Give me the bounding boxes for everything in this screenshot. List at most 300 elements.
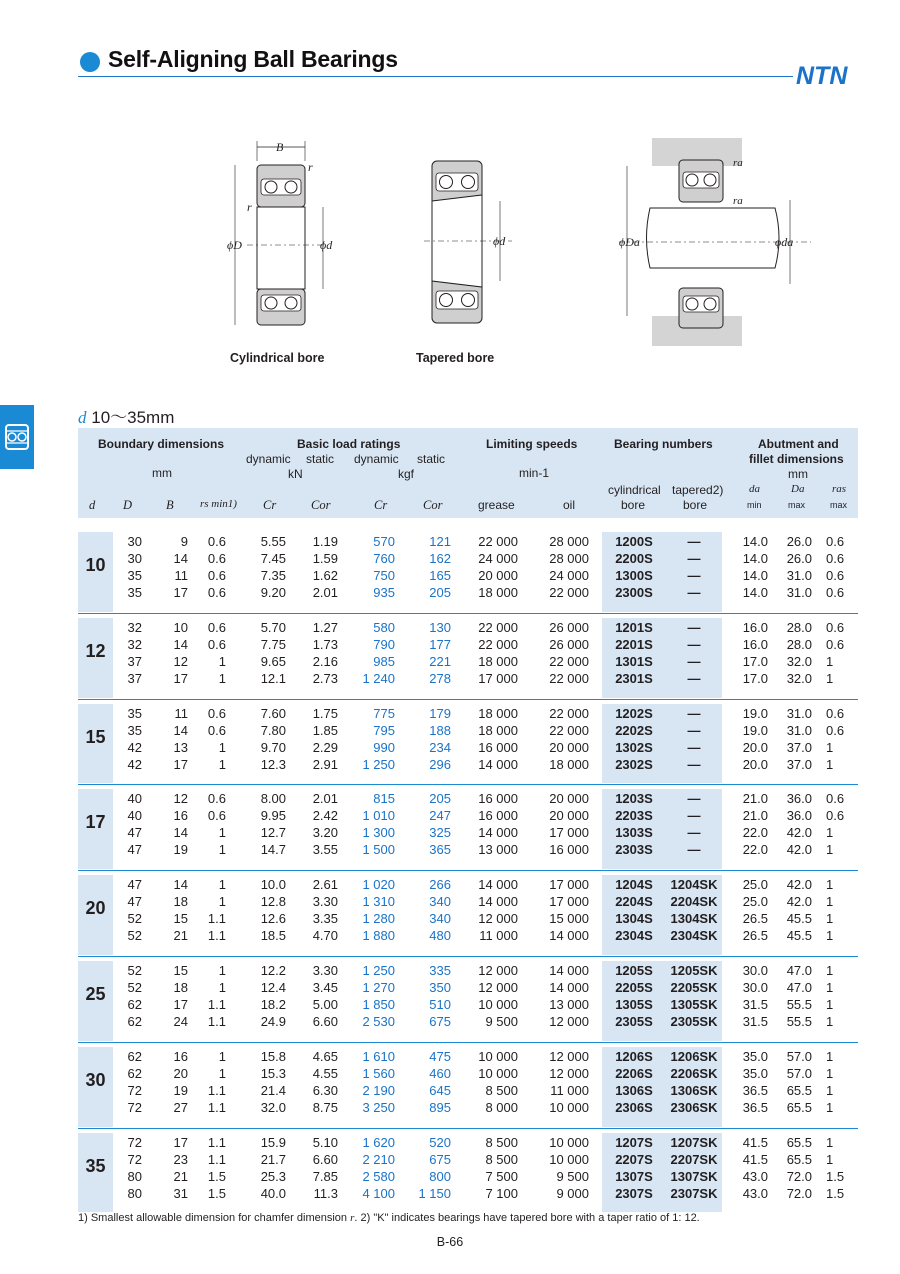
table-row (78, 1186, 858, 1203)
table-cell: 21.0 (742, 808, 768, 824)
table-cell: 1204S (615, 877, 653, 893)
footnote-1-marker: 1) (78, 1212, 88, 1224)
bore-diameter: 25 (85, 984, 106, 1004)
bore-group-10 (78, 532, 858, 612)
table-cell: 815 (373, 791, 395, 807)
table-cell: — (687, 636, 701, 652)
table-cell: 22 000 (549, 653, 589, 669)
table-cell: 1 310 (362, 894, 395, 910)
table-cell: 8 500 (485, 1134, 518, 1150)
table-cell: 8 500 (485, 1082, 518, 1098)
table-cell: 35 (127, 585, 142, 600)
table-row (78, 620, 858, 637)
table-cell: 1307S (615, 1168, 653, 1184)
table-cell: 5.55 (260, 534, 286, 549)
table-cell: 12 000 (549, 1048, 589, 1064)
table-cell: 0.6 (826, 619, 845, 635)
table-cell: 2204SK (670, 894, 718, 910)
table-cell: 475 (429, 1048, 451, 1064)
table-cell: 1 (826, 894, 834, 910)
bore-group-25 (78, 961, 858, 1041)
table-cell: 40 (127, 791, 142, 807)
table-cell: 45.5 (786, 911, 812, 927)
table-cell: 22 000 (549, 705, 589, 721)
table-cell: 1202S (615, 705, 653, 721)
table-cell: 37.0 (786, 756, 812, 772)
table-cell: 3 250 (362, 1099, 395, 1115)
table-cell: 21.4 (260, 1082, 286, 1098)
table-row (78, 1100, 858, 1117)
table-cell: 8.75 (312, 1099, 338, 1115)
table-cell: 2200S (615, 551, 653, 566)
footnote-2-text: "K" indicates bearings have tapered bore with a taper ratio of 1: 12. (373, 1212, 700, 1224)
table-cell: 8.00 (260, 791, 286, 807)
table-cell: 22.0 (742, 842, 768, 858)
table-cell: — (687, 722, 701, 738)
table-cell: 13 000 (478, 842, 518, 858)
table-row (78, 1083, 858, 1100)
table-cell: 10 000 (478, 997, 518, 1012)
table-cell: 1306S (615, 1082, 653, 1098)
footnote-1-text: Smallest allowable dimension for chamfer dimension (90, 1212, 348, 1224)
table-cell: 2203S (615, 808, 653, 824)
table-cell: 42 (127, 756, 142, 772)
table-cell: 1 300 (362, 825, 395, 841)
table-cell: 1 010 (362, 808, 395, 824)
table-cell: 266 (429, 877, 451, 893)
table-cell: 8 500 (485, 1151, 518, 1167)
table-cell: 12 000 (549, 1014, 589, 1029)
table-cell: 130 (429, 619, 451, 635)
table-cell: 14 000 (549, 928, 589, 944)
table-cell: 2307SK (670, 1185, 718, 1201)
table-cell: 2300S (615, 585, 653, 600)
table-cell: 4.55 (312, 1065, 338, 1081)
table-cell: 1 (218, 877, 226, 893)
table-cell: 55.5 (786, 997, 812, 1012)
table-cell: 1301S (615, 653, 653, 669)
table-cell: 760 (373, 551, 395, 566)
table-cell: 37 (127, 653, 142, 669)
label-phiD: ϕD (227, 238, 242, 252)
table-cell: 12 000 (478, 911, 518, 927)
table-cell: 1 880 (362, 928, 395, 944)
hdr-boundary-unit: mm (152, 466, 172, 480)
table-cell: 57.0 (786, 1065, 812, 1081)
table-cell: 15.3 (260, 1065, 286, 1081)
table-cell: 31.5 (742, 997, 768, 1012)
table-cell: 1 (826, 842, 834, 858)
table-cell: 12 000 (478, 980, 518, 995)
table-cell: 1201S (615, 619, 653, 635)
table-cell: 52 (127, 963, 142, 978)
table-cell: — (687, 568, 701, 583)
col-Cor2: Cor (423, 498, 443, 512)
footnote-2-marker: 2) (360, 1212, 371, 1224)
table-cell: 17 (173, 585, 188, 600)
col-oil: oil (563, 498, 576, 512)
table-cell: 28.0 (786, 636, 812, 652)
table-row (78, 740, 858, 757)
table-cell: 1.75 (312, 705, 338, 721)
table-cell: 1 (218, 894, 226, 910)
tapered-bore-caption: Tapered bore (416, 351, 495, 365)
table-cell: 15 (173, 911, 188, 927)
table-cell: 18.2 (260, 997, 286, 1012)
table-cell: 2.42 (312, 808, 338, 824)
table-row (78, 757, 858, 774)
table-cell: 17 000 (478, 670, 518, 686)
table-cell: 12.6 (260, 911, 286, 927)
table-cell: 62 (127, 1065, 142, 1081)
table-row (78, 723, 858, 740)
table-cell: 9 (180, 534, 188, 549)
hdr-limiting: Limiting speeds (486, 437, 578, 451)
table-cell: 162 (429, 551, 451, 566)
table-cell: 1 (826, 670, 834, 686)
table-cell: 15.8 (260, 1048, 286, 1064)
table-cell: 2206SK (670, 1065, 718, 1081)
col-max1: max (788, 500, 806, 510)
table-cell: 42.0 (786, 842, 812, 858)
table-row (78, 997, 858, 1014)
table-cell: 30 (127, 551, 142, 566)
table-cell: 1 250 (362, 756, 395, 772)
table-cell: 12.3 (260, 756, 286, 772)
table-cell: 9 000 (556, 1185, 589, 1201)
table-cell: 6.60 (312, 1151, 338, 1167)
table-cell: 895 (429, 1099, 451, 1115)
label-r: r (308, 160, 313, 174)
table-cell: 0.6 (207, 551, 226, 566)
table-cell: 41.5 (742, 1134, 768, 1150)
table-cell: 1 (218, 756, 226, 772)
table-cell: 2201S (615, 636, 653, 652)
table-cell: 40 (127, 808, 142, 824)
col-Cr: Cr (263, 498, 277, 512)
table-cell: 2204S (615, 894, 653, 910)
table-cell: 42 (127, 739, 142, 755)
table-cell: 22 000 (478, 534, 518, 549)
table-cell: 24 (173, 1014, 188, 1029)
label-phid-tapered: ϕd (493, 234, 506, 248)
table-cell: 1 (218, 670, 226, 686)
table-cell: 2.01 (312, 585, 338, 600)
table-cell: 795 (373, 722, 395, 738)
col-Cor: Cor (311, 498, 331, 512)
table-cell: 1306SK (670, 1082, 718, 1098)
table-cell: 1.1 (207, 997, 226, 1012)
table-cell: 3.30 (312, 963, 338, 978)
table-cell: 1205S (615, 963, 653, 978)
table-cell: 16 000 (549, 842, 589, 858)
table-cell: 205 (429, 791, 451, 807)
table-cell: 1.1 (207, 1014, 226, 1029)
label-ra2: ra (733, 195, 743, 207)
table-cell: 480 (429, 928, 451, 944)
table-cell: 26.5 (742, 911, 768, 927)
bore-diameter: 12 (85, 640, 106, 661)
table-cell: 1.73 (312, 636, 338, 652)
table-cell: 14.0 (742, 551, 768, 566)
table-cell: — (687, 808, 701, 824)
table-cell: 2305S (615, 1014, 653, 1029)
table-cell: 18 000 (478, 722, 518, 738)
table-cell: 32.0 (260, 1099, 286, 1115)
table-cell: 1205SK (670, 963, 718, 978)
hdr-limiting-unit: min-1 (519, 466, 550, 480)
table-cell: 32 (127, 636, 142, 652)
table-cell: 1207S (615, 1134, 653, 1150)
bore-group-17 (78, 789, 858, 869)
table-cell: 47 (127, 894, 142, 910)
table-cell: 1303S (615, 825, 653, 841)
table-cell: 675 (429, 1151, 451, 1167)
table-cell: 17 (173, 997, 188, 1012)
table-cell: 1.5 (207, 1168, 226, 1184)
table-cell: — (687, 619, 701, 635)
table-cell: 13 000 (549, 997, 589, 1012)
table-cell: 325 (429, 825, 451, 841)
table-cell: 24 000 (478, 551, 518, 566)
table-cell: 22 000 (549, 722, 589, 738)
table-cell: 340 (429, 911, 451, 927)
table-cell: 2304S (615, 928, 653, 944)
hdr-static1: static (306, 452, 335, 466)
group-divider (78, 1128, 858, 1129)
table-cell: 580 (373, 619, 395, 635)
table-cell: 0.6 (826, 585, 845, 600)
table-cell: 35.0 (742, 1048, 768, 1064)
table-cell: — (687, 653, 701, 669)
table-cell: 47 (127, 877, 142, 893)
table-cell: 14 000 (478, 894, 518, 910)
table-cell: 234 (429, 739, 451, 755)
table-cell: 26.0 (786, 551, 812, 566)
table-cell: 121 (429, 534, 451, 549)
table-cell: 7 100 (485, 1185, 518, 1201)
range-title (78, 403, 174, 428)
table-cell: 26.0 (786, 534, 812, 549)
table-cell: 14 (173, 722, 188, 738)
table-cell: 1206S (615, 1048, 653, 1064)
table-cell: 0.6 (207, 705, 226, 721)
table-cell: 1304S (615, 911, 653, 927)
table-cell: 20 000 (478, 568, 518, 583)
table-cell: 278 (429, 670, 451, 686)
table-row (78, 1066, 858, 1083)
table-cell: 1 (218, 653, 226, 669)
table-cell: 0.6 (207, 619, 226, 635)
table-cell: — (687, 739, 701, 755)
table-cell: 2207SK (670, 1151, 718, 1167)
bore-diameter: 20 (85, 898, 106, 919)
table-cell: 0.6 (207, 534, 226, 549)
table-cell: 20.0 (742, 739, 768, 755)
table-cell: 2304SK (670, 928, 718, 944)
table-cell: 32.0 (786, 670, 812, 686)
table-cell: 1.1 (207, 928, 226, 944)
table-cell: 365 (429, 842, 451, 858)
hdr-kN: kN (288, 467, 303, 481)
group-divider (78, 956, 858, 957)
table-cell: 22 000 (549, 585, 589, 600)
table-row (78, 1014, 858, 1031)
table-cell: 2.61 (312, 877, 338, 893)
col-ras: ras (832, 483, 847, 495)
table-cell: 32 (127, 619, 142, 635)
brand-logo: NTN (796, 62, 848, 90)
bore-diameter: 35 (85, 1155, 106, 1176)
table-cell: 14 000 (549, 980, 589, 995)
page-title: Self-Aligning Ball Bearings (108, 46, 398, 72)
bore-diameter: 30 (85, 1069, 106, 1090)
table-cell: 1.1 (207, 1099, 226, 1115)
label-phida: ϕda (775, 235, 794, 249)
table-cell: 10 000 (478, 1065, 518, 1081)
table-cell: 45.5 (786, 928, 812, 944)
table-cell: 6.30 (312, 1082, 338, 1098)
col-grease: grease (478, 498, 515, 512)
table-row (78, 1169, 858, 1186)
label-r2: r (247, 200, 252, 214)
col-rs: rs min1) (200, 498, 237, 510)
table-row (78, 551, 858, 568)
table-cell: 0.6 (826, 791, 845, 807)
section-tab (0, 405, 34, 469)
hdr-basic-load: Basic load ratings (297, 437, 401, 451)
table-cell: 21.7 (260, 1151, 286, 1167)
table-cell: 19 (173, 1082, 188, 1098)
table-cell: 15 000 (549, 911, 589, 927)
table-cell: 1 620 (362, 1134, 395, 1150)
col-min: min (747, 500, 762, 510)
group-divider (78, 699, 858, 700)
table-cell: 37 (127, 670, 142, 686)
table-cell: 21.0 (742, 791, 768, 807)
table-cell: 19.0 (742, 705, 768, 721)
table-cell: 1302S (615, 739, 653, 755)
table-cell: 4.65 (312, 1048, 338, 1064)
table-row (78, 928, 858, 945)
table-cell: 37.0 (786, 739, 812, 755)
table-cell: 15.9 (260, 1134, 286, 1150)
table-cell: 1 (826, 911, 834, 927)
table-cell: 28.0 (786, 619, 812, 635)
hdr-tapered: tapered2) (672, 483, 724, 497)
table-row (78, 1049, 858, 1066)
col-d: d (89, 498, 96, 512)
table-cell: 72 (127, 1082, 142, 1098)
table-cell: 1 (218, 963, 226, 978)
table-cell: 7.85 (312, 1168, 338, 1184)
table-row (78, 585, 858, 602)
table-cell: 11 000 (479, 928, 518, 944)
group-divider (78, 870, 858, 871)
bore-group-30 (78, 1047, 858, 1127)
table-cell: 18 000 (478, 653, 518, 669)
table-cell: 20 000 (549, 791, 589, 807)
table-cell: 1 150 (418, 1185, 451, 1201)
table-cell: 21 (173, 928, 188, 944)
table-cell: 20 000 (549, 739, 589, 755)
table-row (78, 671, 858, 688)
hdr-dynamic2: dynamic (354, 452, 399, 466)
table-cell: 8 000 (485, 1099, 518, 1115)
table-cell: 2207S (615, 1151, 653, 1167)
table-cell: 12.8 (260, 894, 286, 910)
table-cell: 43.0 (742, 1168, 768, 1184)
bore-diameter: 17 (85, 812, 106, 833)
table-cell: 0.6 (826, 705, 845, 721)
table-cell: 47.0 (786, 980, 812, 995)
table-row (78, 842, 858, 859)
table-cell: 62 (127, 997, 142, 1012)
table-cell: 31 (173, 1185, 188, 1201)
table-cell: 14 (173, 551, 188, 566)
table-cell: 24 000 (549, 568, 589, 583)
table-cell: — (687, 791, 701, 807)
table-cell: 11 (174, 705, 188, 721)
table-cell: 1 (826, 653, 834, 669)
table-cell: 9 500 (556, 1168, 589, 1184)
hdr-static2: static (417, 452, 446, 466)
table-cell: — (687, 585, 701, 600)
table-cell: 1300S (615, 568, 653, 583)
table-cell: 31.5 (742, 1014, 768, 1029)
table-cell: 1 (826, 1099, 834, 1115)
table-cell: 1 (218, 825, 226, 841)
table-cell: 1 (218, 1048, 226, 1064)
table-row (78, 808, 858, 825)
table-cell: 1.62 (312, 568, 338, 583)
table-row (78, 534, 858, 551)
table-cell: 22 000 (478, 636, 518, 652)
table-cell: 55.5 (786, 1014, 812, 1029)
table-cell: 4.70 (312, 928, 338, 944)
hdr-boundary: Boundary dimensions (98, 437, 225, 451)
table-row (78, 963, 858, 980)
col-B: B (166, 498, 174, 512)
table-cell: 72 (127, 1151, 142, 1167)
table-cell: 1 (826, 877, 834, 893)
table-cell: 14 (173, 825, 188, 841)
col-da: da (749, 483, 760, 495)
table-cell: 1 (826, 1134, 834, 1150)
table-cell: — (687, 705, 701, 721)
table-cell: 65.5 (786, 1082, 812, 1098)
header-rule (78, 76, 793, 77)
table-cell: 7.75 (260, 636, 286, 652)
table-cell: 72 (127, 1099, 142, 1115)
table-cell: 43.0 (742, 1185, 768, 1201)
table-cell: 12.4 (260, 980, 286, 995)
table-cell: 9 500 (485, 1014, 518, 1029)
table-header (78, 428, 858, 518)
table-cell: 62 (127, 1014, 142, 1029)
table-cell: 2 530 (362, 1014, 395, 1029)
table-cell: 25.0 (742, 877, 768, 893)
bore-diameter: 15 (85, 726, 106, 747)
table-cell: 1 (826, 739, 834, 755)
table-cell: 41.5 (742, 1151, 768, 1167)
table-cell: 460 (429, 1065, 451, 1081)
table-cell: 14 (173, 877, 188, 893)
table-cell: 1.5 (826, 1168, 845, 1184)
table-cell: 1.5 (826, 1185, 845, 1201)
table-cell: 12.1 (260, 670, 286, 686)
abutment-diagram (615, 138, 815, 348)
